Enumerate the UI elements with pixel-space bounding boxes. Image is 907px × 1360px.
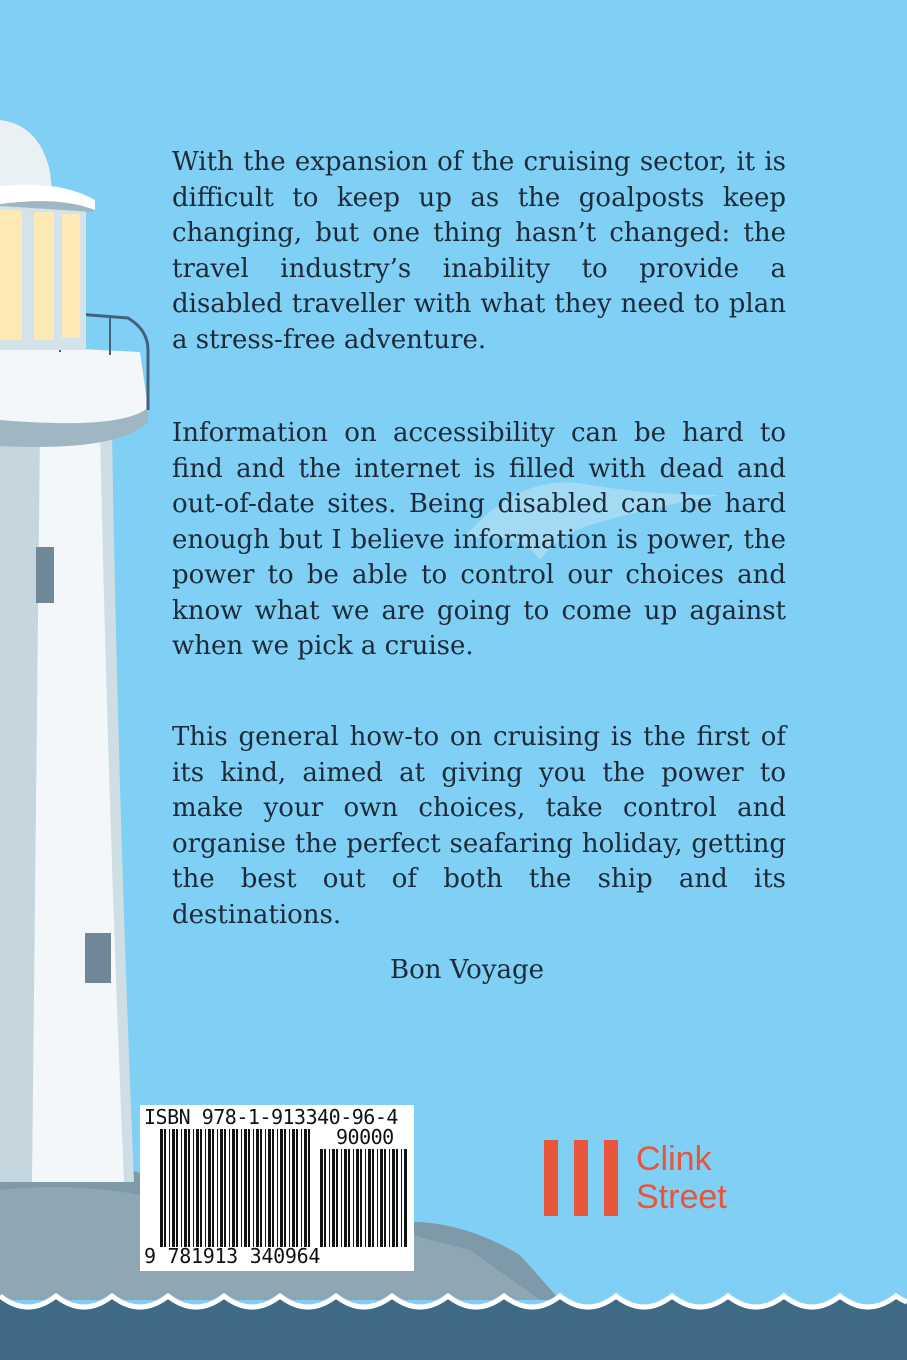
barcode-bar xyxy=(372,1149,374,1247)
barcode-bar xyxy=(336,1149,338,1247)
publisher-logo xyxy=(544,1140,754,1220)
barcode-bar xyxy=(389,1149,390,1247)
barcode-bar xyxy=(332,1149,335,1247)
barcode-bar xyxy=(164,1129,166,1247)
barcode-bar xyxy=(176,1129,178,1247)
barcode-bar xyxy=(356,1149,359,1247)
barcode-bar xyxy=(289,1129,290,1247)
barcode-bar xyxy=(265,1129,266,1247)
barcode-bar xyxy=(217,1129,218,1247)
barcode-bar xyxy=(256,1129,259,1247)
barcode-bar xyxy=(277,1129,278,1247)
barcode-bar xyxy=(200,1129,202,1247)
barcode-bar xyxy=(380,1149,383,1247)
barcode-bar xyxy=(396,1149,398,1247)
blurb-paragraph-2: Information on accessibility can be hard to find and the internet is filled with dead and out-of-date sites. Being disabled can be hard enough but I believe information is power, the power to be able to control our choices and know what we are going to come up against when we pick a cruise. xyxy=(172,418,786,661)
isbn-digits: 9 781913 340964 xyxy=(144,1244,321,1268)
barcode-bar xyxy=(292,1129,295,1247)
barcode-bar xyxy=(341,1149,342,1247)
barcode-bar xyxy=(184,1129,187,1247)
barcode-bar xyxy=(224,1129,226,1247)
isbn-barcode xyxy=(140,1105,414,1271)
barcode-bar xyxy=(401,1149,402,1247)
publisher-name-line1: Clink xyxy=(636,1140,712,1178)
barcode-bar xyxy=(205,1129,206,1247)
lighthouse-window-upper xyxy=(36,547,54,603)
barcode-bar xyxy=(208,1129,211,1247)
barcode-bar xyxy=(384,1149,386,1247)
barcode-bar xyxy=(181,1129,182,1247)
blurb-paragraph-1: With the expansion of the cruising sector, it is difficult to keep up as the goalposts keep changing, but one thing hasn’t changed: the travel industry’s inability to provide a disabled traveller with what they need to plan a stress-free adventure. xyxy=(172,147,786,355)
barcode-bar xyxy=(304,1129,307,1247)
barcode-bar xyxy=(284,1129,286,1247)
barcode-bar xyxy=(365,1149,366,1247)
publisher-name-line2: Street xyxy=(636,1178,727,1216)
publisher-name xyxy=(636,1140,727,1216)
barcode-bar xyxy=(268,1129,271,1247)
barcode-bar xyxy=(232,1129,235,1247)
barcode-bar xyxy=(353,1149,354,1247)
barcode-bar xyxy=(244,1129,247,1247)
barcode-bar xyxy=(280,1129,283,1247)
barcode-bar xyxy=(348,1149,350,1247)
barcode-bar xyxy=(196,1129,199,1247)
lighthouse-dome xyxy=(0,120,52,190)
barcode-bar xyxy=(260,1129,262,1247)
barcode-bar xyxy=(320,1149,323,1247)
barcode-bar xyxy=(241,1129,242,1247)
barcode-bar xyxy=(248,1129,250,1247)
barcode-bar xyxy=(220,1129,223,1247)
barcode-bar xyxy=(193,1129,194,1247)
barcode-bar xyxy=(344,1149,347,1247)
barcode-bar xyxy=(253,1129,254,1247)
logo-bar xyxy=(604,1140,618,1216)
barcode-bar xyxy=(160,1129,163,1247)
barcode-bar xyxy=(236,1129,238,1247)
barcode-bar xyxy=(392,1149,395,1247)
barcode-bar xyxy=(296,1129,298,1247)
barcode-bar xyxy=(301,1129,302,1247)
barcode-bar xyxy=(229,1129,230,1247)
barcode-bar xyxy=(377,1149,378,1247)
barcode-bar xyxy=(360,1149,362,1247)
barcode-bar xyxy=(169,1129,170,1247)
barcode-bar xyxy=(188,1129,190,1247)
barcode-bar xyxy=(172,1129,175,1247)
barcode-bar xyxy=(308,1129,310,1247)
logo-bar xyxy=(544,1140,558,1216)
signoff: Bon Voyage xyxy=(390,955,545,985)
logo-bar xyxy=(574,1140,588,1216)
lighthouse-window-lower xyxy=(85,933,111,983)
barcode-bar xyxy=(404,1149,407,1247)
barcode-bar xyxy=(329,1149,330,1247)
barcode-bar xyxy=(324,1149,326,1247)
price-code: 90000 xyxy=(336,1125,394,1149)
isbn-label: ISBN 978-1-913340-96-4 xyxy=(144,1105,398,1129)
barcode-bar xyxy=(368,1149,371,1247)
blurb-paragraph-3: This general how-to on cruising is the first of its kind, aimed at giving you the power to make your own choices, take control and organise the perfect seafaring holiday, getting the best out of both the ship and its destinations. xyxy=(172,722,786,930)
barcode-bar xyxy=(212,1129,214,1247)
barcode-bar xyxy=(272,1129,274,1247)
